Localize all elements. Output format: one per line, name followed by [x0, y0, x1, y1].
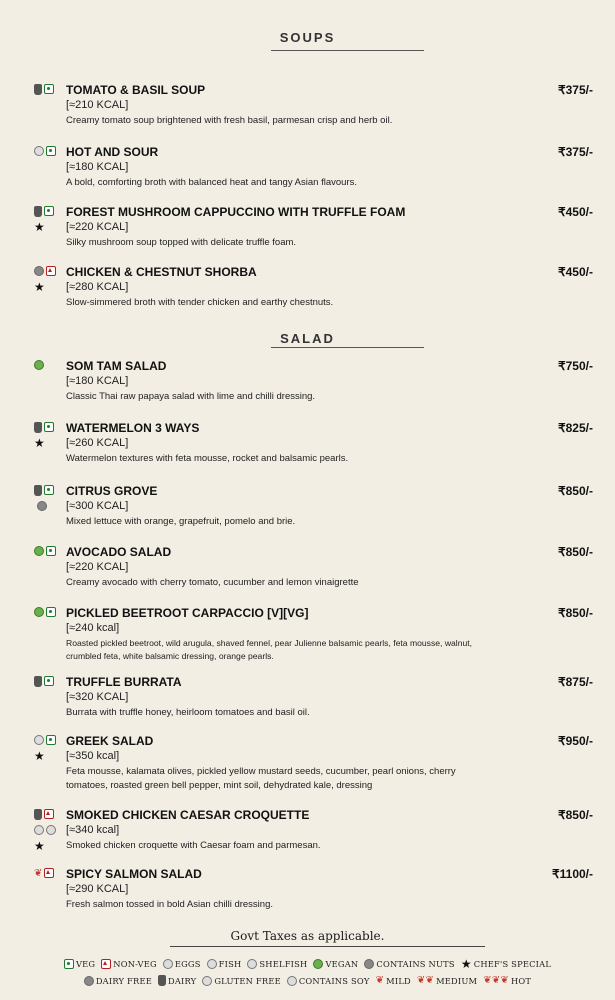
section-title-soups: SOUPS — [279, 30, 336, 45]
section-title-salad: SALAD — [280, 331, 335, 346]
item-icons — [34, 545, 64, 561]
veg-icon — [46, 146, 56, 156]
chefs-special-icon: ★ — [460, 957, 472, 971]
item-name: TRUFFLE BURRATA — [66, 675, 182, 689]
footer-divider — [170, 946, 485, 947]
item-price: ₹950/- — [558, 734, 593, 748]
legend-label: CHEF'S SPECIAL — [473, 959, 552, 969]
non-veg-icon — [44, 809, 54, 819]
veg-icon — [44, 206, 54, 216]
item-price: ₹375/- — [558, 145, 593, 159]
veg-icon — [46, 546, 56, 556]
item-description: Smoked chicken croquette with Caesar foam and parmesan. — [66, 840, 321, 851]
dairy-icon — [34, 485, 42, 496]
item-name: AVOCADO SALAD — [66, 545, 172, 559]
item-description: Silky mushroom soup topped with delicate truffle foam. — [66, 237, 297, 248]
legend-label: CONTAINS NUTS — [376, 959, 455, 969]
item-icons — [34, 83, 64, 99]
item-price: ₹375/- — [558, 83, 593, 97]
item-name: TOMATO & BASIL SOUP — [66, 83, 206, 97]
item-price: ₹450/- — [558, 205, 593, 219]
mild-icon: ❦ — [375, 975, 385, 986]
item-kcal: [≈340 kcal] — [66, 824, 120, 836]
item-price: ₹850/- — [558, 484, 593, 498]
item-icons — [34, 675, 64, 691]
item-kcal: [≈210 KCAL] — [66, 99, 129, 111]
eggs-icon — [46, 825, 56, 835]
item-name: CITRUS GROVE — [66, 484, 158, 498]
item-icons — [34, 867, 64, 883]
legend-label: MEDIUM — [436, 975, 478, 986]
legend-label: VEG — [75, 959, 96, 969]
vegan-icon — [34, 546, 44, 556]
item-description: Roasted pickled beetroot, wild arugula, shaved fennel, pear Julienne balsamic pearls, feta mousse, walnut, crumbled feta, white balsamic dressing, orange pearls. — [66, 638, 473, 661]
item-name: SPICY SALMON SALAD — [66, 867, 202, 881]
legend-label: CONTAINS SOY — [298, 975, 370, 986]
soy-icon — [34, 735, 44, 745]
legend-label: GLUTEN FREE — [214, 975, 281, 986]
item-icons — [34, 734, 64, 766]
item-description: Creamy avocado with cherry tomato, cucumber and lemon vinaigrette — [66, 577, 359, 588]
dairy-icon — [34, 206, 42, 217]
item-price: ₹750/- — [558, 359, 593, 373]
section-divider — [271, 347, 424, 348]
item-price: ₹850/- — [558, 606, 593, 620]
veg-icon — [44, 84, 54, 94]
item-kcal: [≈300 KCAL] — [66, 500, 129, 512]
item-icons — [34, 421, 64, 453]
legend-label: FISH — [218, 959, 242, 969]
chefs-special-icon: ★ — [34, 436, 45, 450]
veg-icon — [44, 422, 54, 432]
chefs-special-icon: ★ — [34, 749, 45, 763]
soy-icon — [287, 976, 297, 986]
item-name: FOREST MUSHROOM CAPPUCCINO WITH TRUFFLE FOAM — [66, 205, 406, 219]
item-kcal: [≈290 KCAL] — [66, 883, 129, 895]
item-name: PICKLED BEETROOT CARPACCIO [V][VG] — [66, 606, 309, 620]
vegan-icon — [313, 959, 323, 969]
legend-label: SHELFISH — [259, 959, 308, 969]
item-name: CHICKEN & CHESTNUT SHORBA — [66, 265, 257, 279]
item-kcal: [≈280 KCAL] — [66, 281, 129, 293]
veg-icon — [44, 485, 54, 495]
item-icons — [34, 359, 64, 375]
item-kcal: [≈180 KCAL] — [66, 375, 129, 387]
nuts-icon — [37, 501, 47, 511]
item-description: Creamy tomato soup brightened with fresh basil, parmesan crisp and herb oil. — [66, 115, 393, 126]
chefs-special-icon: ★ — [34, 839, 45, 853]
dairy-icon — [34, 809, 42, 820]
veg-icon — [46, 735, 56, 745]
item-kcal: [≈260 KCAL] — [66, 437, 129, 449]
non-veg-icon — [44, 868, 54, 878]
item-price: ₹850/- — [558, 808, 593, 822]
item-price: ₹825/- — [558, 421, 593, 435]
item-icons — [34, 265, 64, 297]
item-name: WATERMELON 3 WAYS — [66, 421, 200, 435]
item-kcal: [≈180 KCAL] — [66, 161, 129, 173]
item-icons — [34, 484, 64, 516]
non-veg-icon — [46, 266, 56, 276]
dairy-icon — [34, 84, 42, 95]
item-icons — [34, 205, 64, 237]
tax-note: Govt Taxes as applicable. — [230, 929, 385, 943]
item-icons — [34, 606, 64, 622]
chilli-icon: ❦ — [34, 867, 43, 879]
medium-icon: ❦❦ — [416, 975, 435, 986]
nuts-icon — [364, 959, 374, 969]
dairy-free-icon — [84, 976, 94, 986]
veg-icon — [64, 959, 74, 969]
item-name: GREEK SALAD — [66, 734, 154, 748]
legend-label: DAIRY — [167, 975, 197, 986]
item-price: ₹450/- — [558, 265, 593, 279]
item-name: SOM TAM SALAD — [66, 359, 167, 373]
item-kcal: [≈350 kcal] — [66, 750, 120, 762]
legend-label: MILD — [386, 975, 411, 986]
item-price: ₹850/- — [558, 545, 593, 559]
eggs-icon — [163, 959, 173, 969]
item-icons — [34, 145, 64, 161]
fish-icon — [207, 959, 217, 969]
veg-icon — [46, 607, 56, 617]
legend-label: DAIRY FREE — [95, 975, 152, 986]
item-name: HOT AND SOUR — [66, 145, 159, 159]
item-description: Mixed lettuce with orange, grapefruit, pomelo and brie. — [66, 516, 296, 527]
item-kcal: [≈220 KCAL] — [66, 561, 129, 573]
nuts-icon — [34, 266, 44, 276]
legend-label: NON-VEG — [113, 959, 157, 969]
hot-icon: ❦❦❦ — [483, 975, 509, 986]
soy-icon — [34, 825, 44, 835]
item-icons — [34, 808, 64, 856]
gluten-free-icon — [202, 976, 212, 986]
item-price: ₹1100/- — [552, 867, 593, 881]
dairy-icon — [158, 975, 166, 986]
item-description: Slow-simmered broth with tender chicken and earthy chestnuts. — [66, 297, 334, 308]
legend-label: VEGAN — [325, 959, 359, 969]
dairy-icon — [34, 422, 42, 433]
item-description: Classic Thai raw papaya salad with lime and chilli dressing. — [66, 391, 316, 402]
item-kcal: [≈320 KCAL] — [66, 691, 129, 703]
shellfish-icon — [247, 959, 257, 969]
item-description: Burrata with truffle honey, heirloom tomatoes and basil oil. — [66, 707, 310, 718]
dairy-icon — [34, 676, 42, 687]
section-divider — [271, 50, 424, 51]
legend-label: HOT — [511, 975, 532, 986]
item-name: SMOKED CHICKEN CAESAR CROQUETTE — [66, 808, 310, 822]
legend-row — [0, 958, 615, 970]
vegan-icon — [34, 607, 44, 617]
legend-row — [0, 975, 615, 986]
item-description: Fresh salmon tossed in bold Asian chilli dressing. — [66, 899, 273, 910]
legend-label: EGGS — [174, 959, 201, 969]
item-description: Feta mousse, kalamata olives, pickled yellow mustard seeds, cucumber, pearl onions, cherry tomatoes, roasted green bell pepper, mint soil, dehydrated kale, dressing — [66, 766, 456, 791]
chefs-special-icon: ★ — [34, 280, 45, 294]
item-kcal: [≈220 KCAL] — [66, 221, 129, 233]
chefs-special-icon: ★ — [34, 220, 45, 234]
non-veg-icon — [101, 959, 111, 969]
item-kcal: [≈240 kcal] — [66, 622, 120, 634]
vegan-icon — [34, 360, 44, 370]
veg-icon — [44, 676, 54, 686]
item-description: Watermelon textures with feta mousse, rocket and balsamic pearls. — [66, 453, 349, 464]
item-price: ₹875/- — [558, 675, 593, 689]
item-description: A bold, comforting broth with balanced heat and tangy Asian flavours. — [66, 177, 357, 188]
soy-icon — [34, 146, 44, 156]
